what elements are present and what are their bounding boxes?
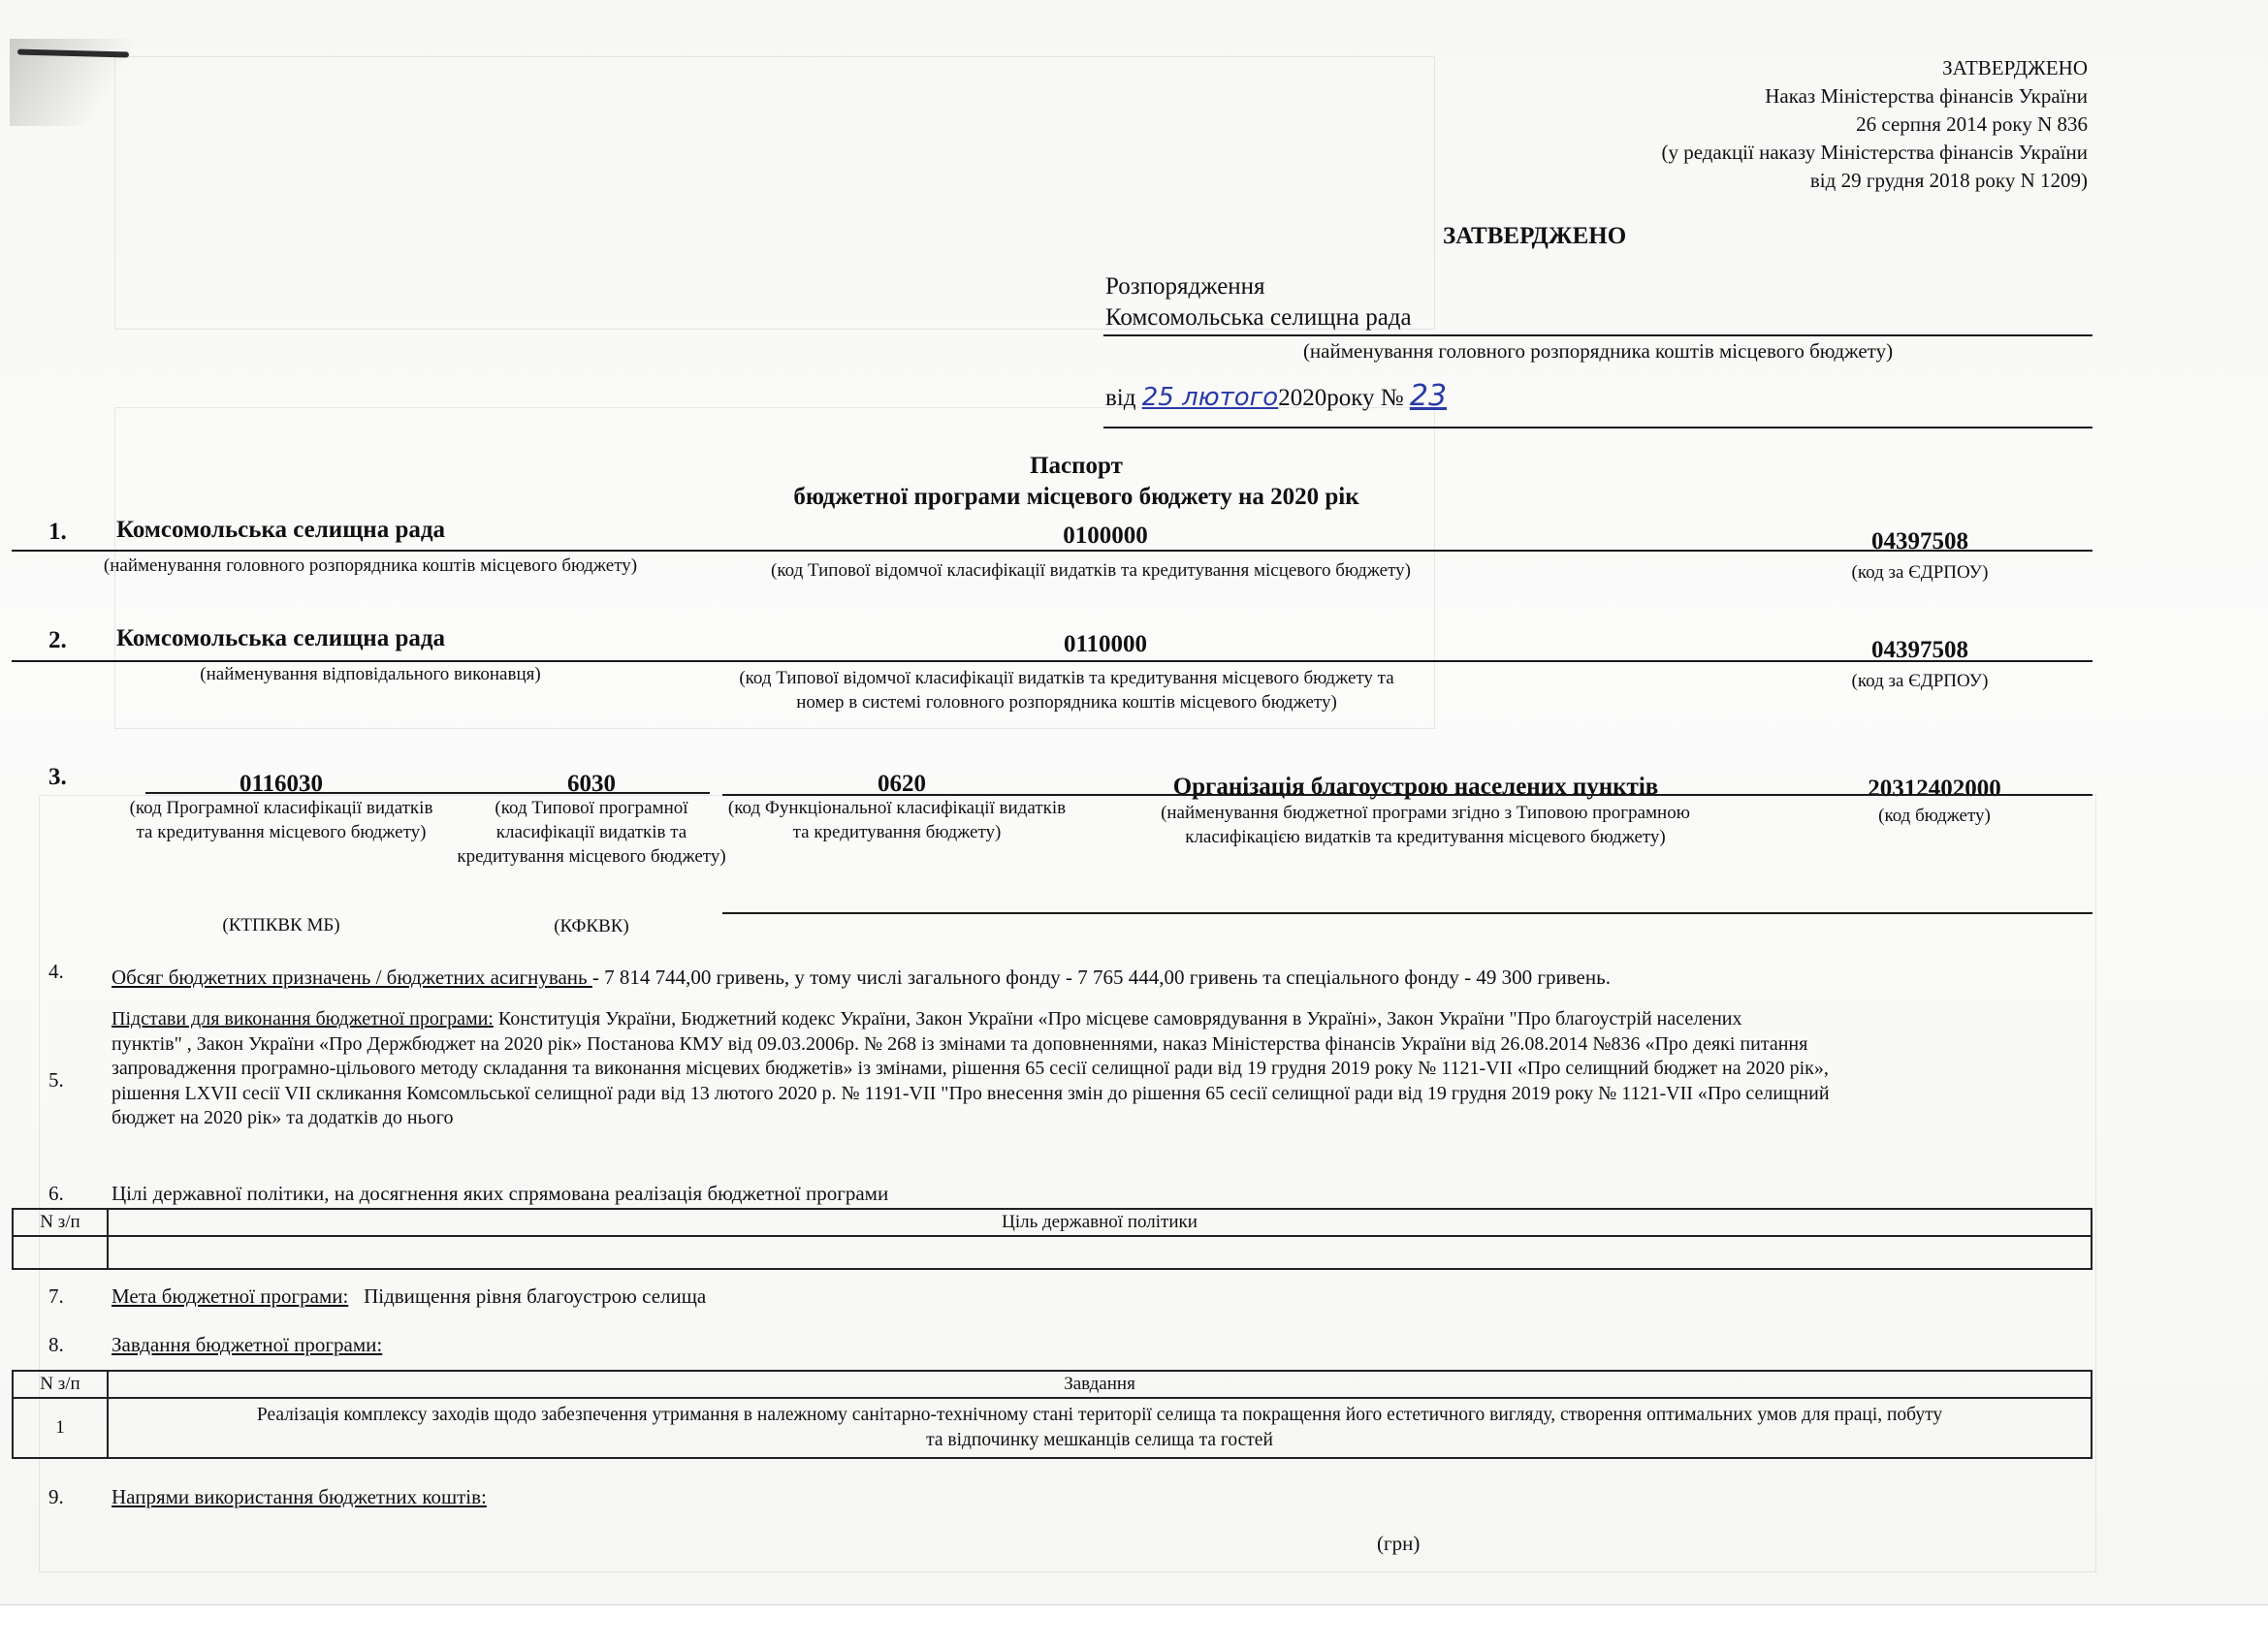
section-3-budget-caption: (код бюджету): [1878, 806, 1991, 826]
section-4-value: - 7 814 744,00 гривень, у тому числі загального фонду - 7 765 444,00 гривень та спеціального фонду - 49 300 гривень.: [591, 966, 1611, 989]
section-3-kpkvk: 0116030: [239, 771, 324, 797]
approved-type: Розпорядження: [1105, 273, 1265, 300]
tasks-col-num: N з/п: [13, 1371, 108, 1398]
section-4-label: Обсяг бюджетних призначень / бюджетних асигнувань: [112, 966, 592, 989]
section-1-number: 1.: [48, 519, 67, 545]
passport-subtitle: бюджетної програми місцевого бюджету на 2020 рік: [793, 484, 1359, 510]
section-3-tkvk-abbr: (КФКВК): [554, 916, 629, 936]
approval-block: [1409, 54, 2088, 195]
section-2-number: 2.: [48, 627, 67, 653]
approved-org-underline: [1103, 334, 2092, 336]
section-2-code: 0110000: [1063, 631, 1148, 657]
handwritten-number: 23: [1409, 379, 1448, 413]
approved-org-caption: (найменування головного розпорядника коштів місцевого бюджету): [1302, 339, 1894, 363]
section-7-label: Мета бюджетної програми:: [112, 1284, 349, 1308]
tasks-row-text: [108, 1398, 2092, 1458]
handwritten-date: 25 лютого: [1141, 383, 1279, 412]
section-3-budget-code: 20312402000: [1868, 776, 2001, 802]
section-1-name-caption: (найменування головного розпорядника коштів місцевого бюджету): [103, 555, 638, 576]
section-3-kpkvk-caption: (код Програмної класифікації видатків та кредитування місцевого бюджету): [129, 798, 433, 842]
tasks-table: [12, 1370, 2092, 1459]
goals-col-num: N з/п: [13, 1209, 108, 1236]
section-3-underline-c: [722, 912, 2092, 914]
approval-line: Наказ Міністерства фінансів України: [1765, 84, 2088, 108]
section-3-fk-caption: (код Функціональної класифікації видатків та кредитування бюджету): [727, 798, 1067, 842]
approval-line: 26 серпня 2014 року N 836: [1856, 112, 2088, 136]
section-1-underline: [12, 550, 2092, 552]
section-3-number: 3.: [48, 764, 67, 790]
approved-title: ЗАТВЕРДЖЕНО: [1443, 223, 1627, 249]
section-3-program-caption: (найменування бюджетної програми згідно з Типовою програмною класифікацією видатків та кредитування місцевого бюджету): [1161, 803, 1690, 847]
section-7-number: 7.: [48, 1284, 64, 1308]
approved-from: від: [1105, 385, 1136, 411]
section-3-underline-a: [145, 792, 710, 794]
section-3-kpkvk-abbr: (КТПКВК МБ): [222, 915, 340, 935]
goals-col-goal: Ціль державної політики: [108, 1209, 2092, 1236]
tasks-row-num: 1: [13, 1398, 108, 1458]
section-2-name: Комсомольська селищна рада: [116, 625, 446, 651]
section-9-number: 9.: [48, 1485, 64, 1508]
section-5-line: рішення LXVII сесії VII скликання Комсомльської селищної ради від 13 лютого 2020 р. № 1191-VII "Про внесення змін до рішення 65 сесії селищної ради від 19 грудня 2019 року № 1121-VII «Про селищний: [112, 1082, 1830, 1104]
section-2-edrpou-caption: (код за ЄДРПОУ): [1851, 671, 1989, 691]
approval-line: ЗАТВЕРДЖЕНО: [1942, 56, 2088, 79]
approved-org: Комсомольська селищна рада: [1105, 304, 1412, 331]
approval-line: від 29 грудня 2018 року N 1209): [1809, 169, 2088, 192]
section-2-code-caption: (код Типової відомчої класифікації видатків та кредитування місцевого бюджету та номер в системі головного розпорядника коштів місцевого бюджету): [739, 668, 1394, 713]
section-4-number: 4.: [48, 960, 64, 983]
page-bottom-edge: [0, 1604, 2268, 1648]
section-4-text: [112, 964, 2090, 992]
section-7-text: [112, 1283, 706, 1311]
section-8-number: 8.: [48, 1333, 64, 1356]
section-9-label: Напрями використання бюджетних коштів:: [112, 1485, 487, 1508]
section-5-label: Підстави для виконання бюджетної програми:: [112, 1008, 494, 1030]
section-1-code: 0100000: [1063, 523, 1148, 549]
section-2-name-caption: (найменування відповідального виконавця): [200, 664, 541, 684]
section-2-edrpou: 04397508: [1871, 637, 1968, 663]
section-3-tkvk: 6030: [567, 771, 616, 797]
tasks-row-line: Реалізація комплексу заходів щодо забезпечення утримання в належному санітарно-технічному стані території селища та покращення його естетичного вигляду, створення оптимальних умов для праці, побуту: [256, 1405, 1943, 1425]
passport-title: Паспорт: [1030, 453, 1123, 479]
tasks-col-task: Завдання: [108, 1371, 2092, 1398]
section-6-label: Цілі державної політики, на досягнення яких спрямована реалізація бюджетної програми: [112, 1182, 889, 1205]
approved-date-line: [1105, 381, 1447, 414]
section-3-tkvk-caption: (код Типової програмної класифікації видатків та кредитування місцевого бюджету): [457, 798, 726, 867]
section-7-value: Підвищення рівня благоустрою селища: [364, 1284, 707, 1308]
section-1-code-caption: (код Типової відомчої класифікації видатків та кредитування місцевого бюджету): [771, 560, 1411, 581]
section-5-line: запровадження програмно-цільового методу складання та виконання місцевих бюджетів» із змінами, рішення 65 сесії селищної ради від 19 грудня 2019 року № 1121-VII «Про селищний бюджет на 2020 рік»,: [112, 1058, 1829, 1079]
section-1-edrpou-caption: (код за ЄДРПОУ): [1851, 562, 1989, 583]
section-3-program-name: Організація благоустрою населених пунктів: [1172, 774, 1659, 800]
section-5-line: пунктів" , Закон України «Про Держбюджет на 2020 рік» Постанова КМУ від 09.03.2006р. № 268 із змінами та доповненнями, наказ Міністерства фінансів України від 26.08.2014 №836 «Про деякі питання: [112, 1032, 1808, 1055]
approved-year: 2020року №: [1278, 385, 1404, 411]
section-5-number: 5.: [48, 1068, 64, 1092]
section-1-name: Комсомольська селищна рада: [116, 517, 446, 543]
section-8-label: Завдання бюджетної програми:: [112, 1333, 383, 1356]
section-5-line: Конституція України, Бюджетний кодекс України, Закон України «Про місцеве самоврядування в Україні», Закон України "Про благоустрій населених: [497, 1008, 1742, 1030]
approved-date-underline: [1103, 427, 2092, 428]
section-3-fk: 0620: [878, 771, 926, 797]
approval-line: (у редакції наказу Міністерства фінансів України: [1661, 141, 2088, 164]
section-6-number: 6.: [48, 1182, 64, 1205]
section-9-unit: (грн): [1377, 1532, 1421, 1555]
goals-table: [12, 1208, 2092, 1270]
goals-empty-cell: [13, 1236, 108, 1269]
section-1-edrpou: 04397508: [1871, 528, 1968, 555]
section-5-line: бюджет на 2020 рік» та додатків до нього: [112, 1107, 454, 1128]
section-5-text: [112, 1007, 2099, 1131]
goals-empty-cell: [108, 1236, 2092, 1269]
tasks-row-line: та відпочинку мешканців селища та гостей: [926, 1430, 1273, 1450]
